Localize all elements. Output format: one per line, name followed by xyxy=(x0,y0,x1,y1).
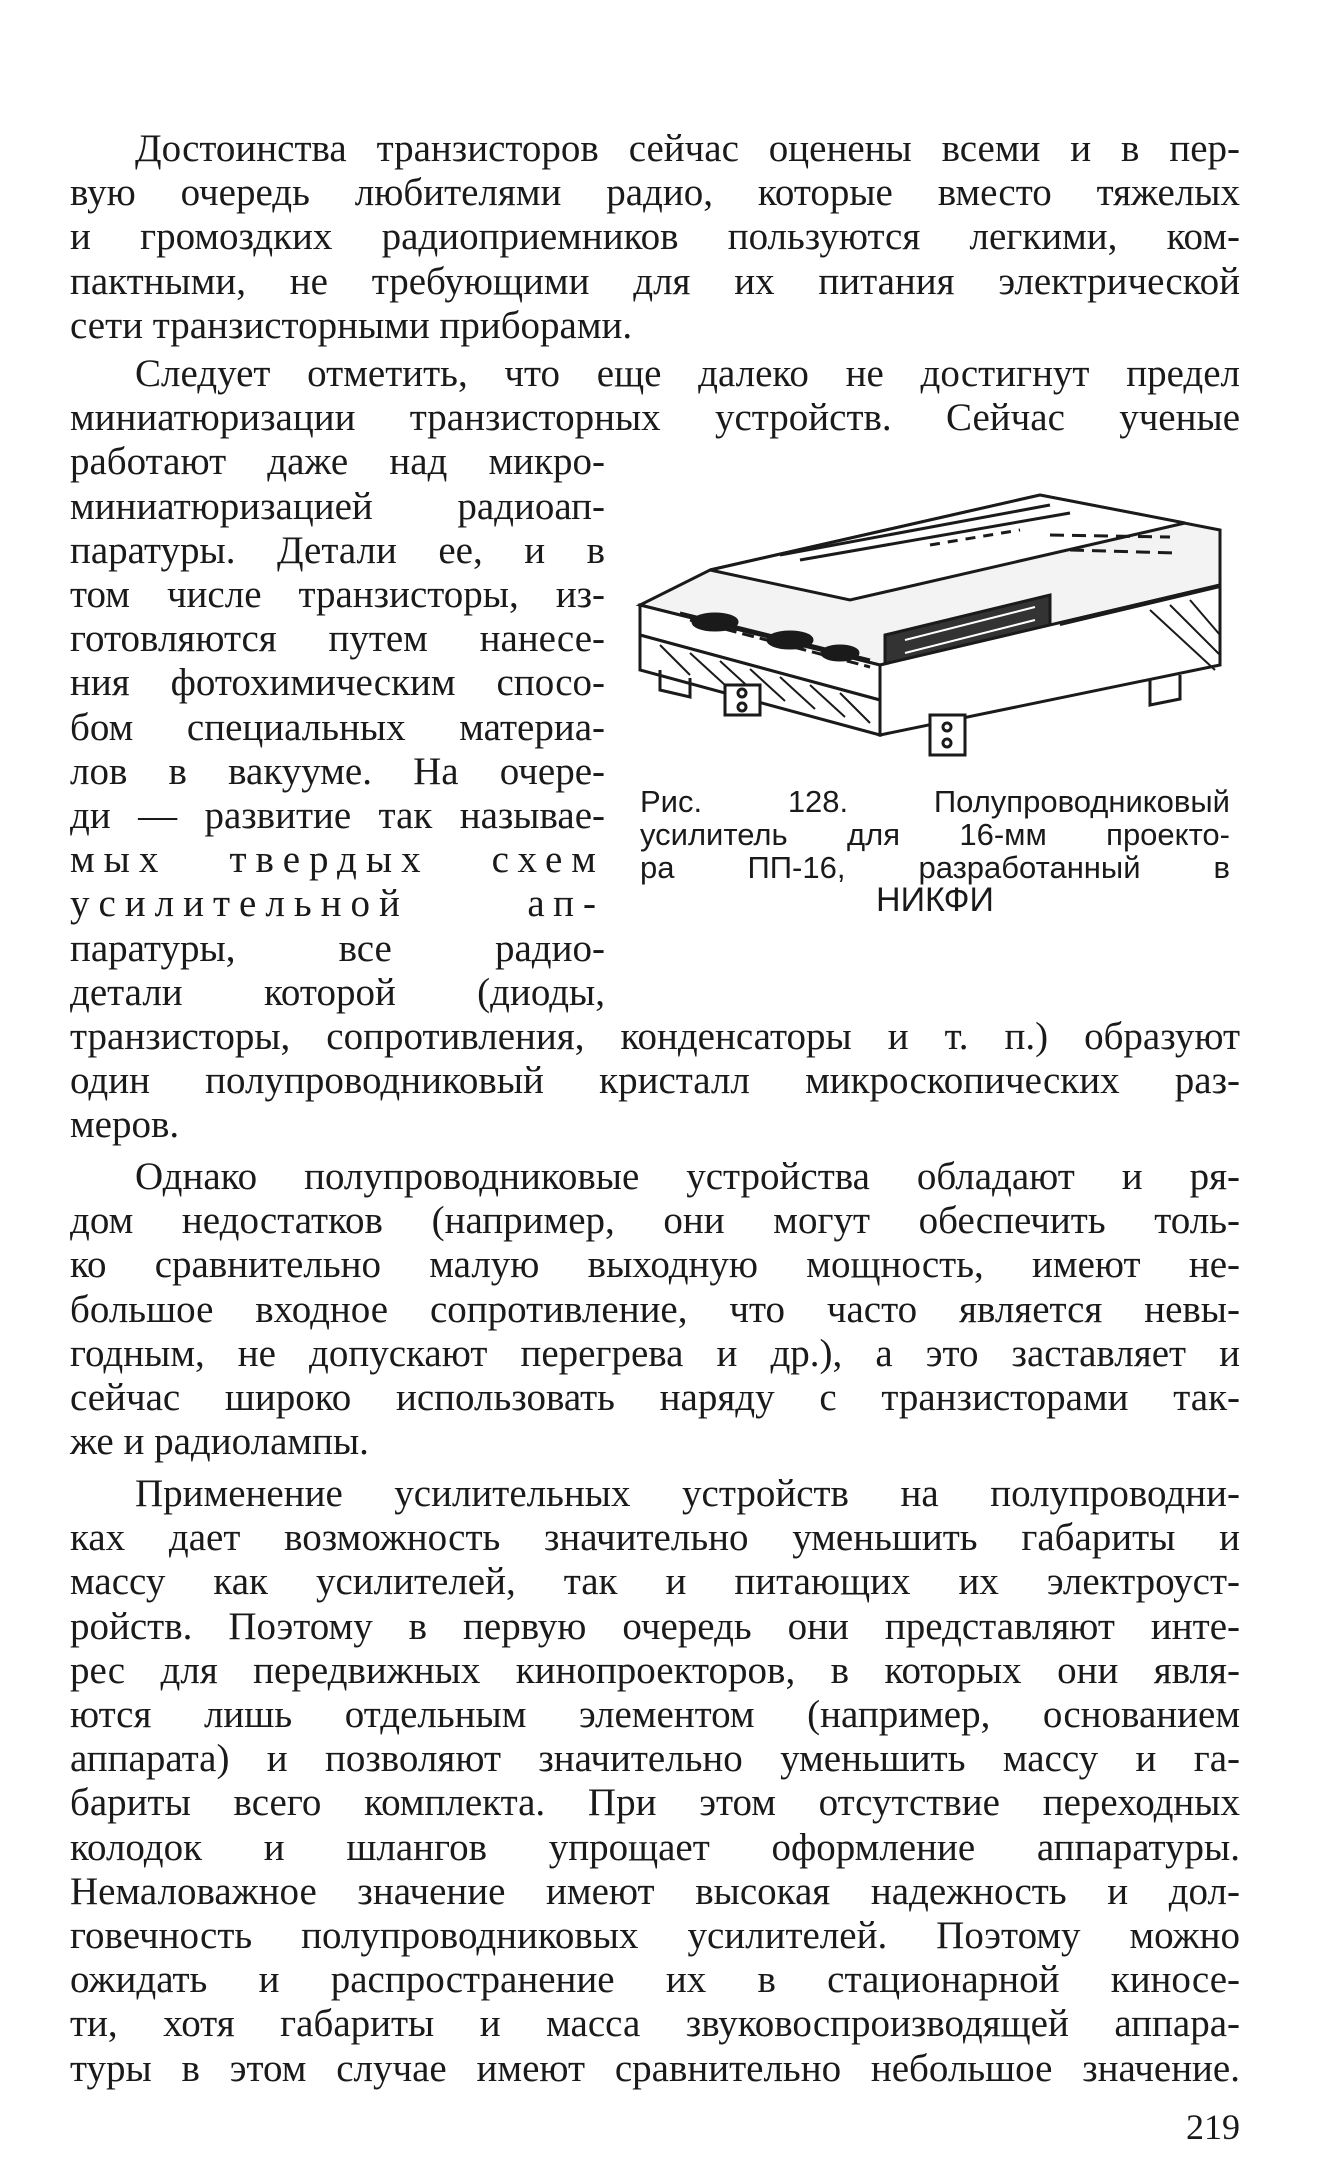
text-line: ко сравнительно малую выходную мощность, имеют не- xyxy=(70,1243,1240,1287)
figure-caption xyxy=(640,785,1230,917)
text-line: ожидать и распространение их в стационарной киносе- xyxy=(70,1958,1240,2002)
text-line: ройств. Поэтому в первую очередь они представляют инте- xyxy=(70,1604,1240,1648)
text-line: паратуры. Детали ее, и в xyxy=(70,528,605,572)
text-line: дом недостатков (например, они могут обеспечить толь- xyxy=(70,1199,1240,1243)
text-line: аппарата) и позволяют значительно уменьшить массу и га- xyxy=(70,1737,1240,1781)
text-line: Немаловажное значение имеют высокая надежность и дол- xyxy=(70,1869,1240,1913)
text-line: большое входное сопротивление, что часто является невы- xyxy=(70,1287,1240,1331)
text-line-spaced: мых твердых схем xyxy=(70,838,605,882)
text-line: вую очередь любителями радио, которые вместо тяжелых xyxy=(70,171,1240,215)
paragraph-3 xyxy=(70,1155,1240,1464)
text-line: и громоздких радиоприемников пользуются легкими, ком- xyxy=(70,215,1240,259)
text-line: массу как усилителей, так и питающих их электроуст- xyxy=(70,1560,1240,1604)
caption-line: НИКФИ xyxy=(876,881,994,919)
text-line: туры в этом случае имеют сравнительно небольшое значение. xyxy=(70,2046,1240,2090)
text-line: Следует отметить, что еще далеко не достигнут предел xyxy=(135,352,1240,395)
text-line: бариты всего комплекта. При этом отсутствие переходных xyxy=(70,1781,1240,1825)
text-line: Однако полупроводниковые устройства обладают и ря- xyxy=(135,1155,1240,1198)
text-line: миниатюризации транзисторных устройств. Сейчас ученые xyxy=(70,396,1240,440)
text-line: ди — развитие так называе- xyxy=(70,794,605,838)
caption-line: Рис. 128. Полупроводниковый xyxy=(640,784,1230,819)
paragraph-4 xyxy=(70,1472,1240,2091)
text-line: Достоинства транзисторов сейчас оценены всеми и в пер- xyxy=(135,127,1240,170)
text-line: колодок и шлангов упрощает оформление аппаратуры. xyxy=(70,1825,1240,1869)
caption-line: ра ПП-16, разработанный в xyxy=(640,850,1230,885)
text-line: детали которой (диоды, xyxy=(70,970,605,1014)
text-line: транзисторы, сопротивления, конденсаторы и т. п.) образуют xyxy=(70,1015,1240,1059)
paragraph-2-wrapped-text xyxy=(70,440,605,1015)
text-line: паратуры, все радио- xyxy=(70,926,605,970)
text-line: ния фотохимическим спосо- xyxy=(70,661,605,705)
caption-line: усилитель для 16-мм проекто- xyxy=(640,817,1230,852)
text-line-spaced: усилительной ап- xyxy=(70,882,605,926)
text-line: бом специальных материа- xyxy=(70,705,605,749)
text-line: говечность полупроводниковых усилителей. Поэтому можно xyxy=(70,1914,1240,1958)
text-line: рес для передвижных кинопроекторов, в которых они явля- xyxy=(70,1648,1240,1692)
text-line: ти, хотя габариты и масса звуковоспроизводящей аппара- xyxy=(70,2002,1240,2046)
paragraph-1 xyxy=(70,127,1240,348)
text-line: том числе транзисторы, из- xyxy=(70,573,605,617)
page-number: 219 xyxy=(1186,2107,1240,2147)
text-line: меров. xyxy=(70,1103,180,1147)
text-line: миниатюризацией радиоап- xyxy=(70,484,605,528)
amplifier-illustration xyxy=(630,475,1230,770)
text-line: же и радиолампы. xyxy=(70,1420,369,1464)
amplifier-figure xyxy=(630,475,1230,770)
text-line: один полупроводниковый кристалл микроскопических раз- xyxy=(70,1059,1240,1103)
text-line: лов в вакууме. На очере- xyxy=(70,749,605,793)
text-line: работают даже над микро- xyxy=(70,440,605,484)
text-line: сейчас широко использовать наряду с транзисторами так- xyxy=(70,1376,1240,1420)
text-line: ках дает возможность значительно уменьшить габариты и xyxy=(70,1516,1240,1560)
text-line: сети транзисторными приборами. xyxy=(70,303,633,347)
text-line: Применение усилительных устройств на полупроводни- xyxy=(135,1472,1240,1515)
text-line: годным, не допускают перегрева и др.), а это заставляет и xyxy=(70,1331,1240,1375)
text-line: ются лишь отдельным элементом (например, основанием xyxy=(70,1693,1240,1737)
text-line: готовляются путем нанесе- xyxy=(70,617,605,661)
text-line: пактными, не требующими для их питания электрической xyxy=(70,259,1240,303)
